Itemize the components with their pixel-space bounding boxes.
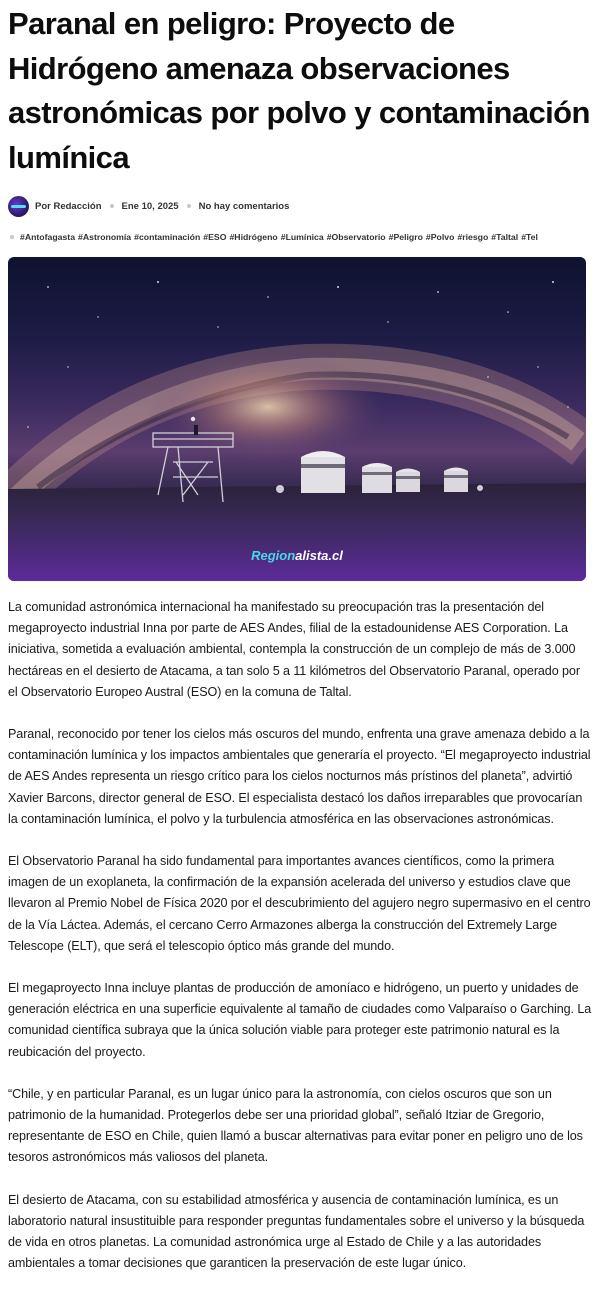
tag-link[interactable]: #contaminación	[134, 232, 201, 242]
article-paragraph: El desierto de Atacama, con su estabilidad atmosférica y ausencia de contaminación lumínica, es un laboratorio natural insustituible para responder preguntas fundamentales sobre el universo y la búsqueda de vida en otros planetas. La comunidad astronómica urge al Estado de Chile y a las autoridades ambientales a tomar decisiones que garanticen la preservación de este lugar único.	[8, 1192, 585, 1271]
comments-link[interactable]: No hay comentarios	[198, 200, 290, 212]
article-headline: Paranal en peligro: Proyecto de Hidrógeno amenaza observaciones astronómicas por polvo y contaminación lumínica	[8, 6, 590, 175]
tag-link[interactable]: #riesgo	[457, 232, 489, 242]
article-paragraph: El Observatorio Paranal ha sido fundamental para importantes avances científicos, como la primera imagen de un exoplaneta, la confirmación de la expansión acelerada del universo y estudios clave que llevaron al Premio Nobel de Física 2020 por el descubrimiento del agujero negro supermasivo en el centro de la Vía Láctea. Además, el cercano Cerro Armazones alberga la construcción del Extremely Large Telescope (ELT), que será el telescopio óptico más grande del mundo.	[8, 854, 591, 953]
featured-image	[8, 257, 586, 581]
author-avatar[interactable]	[8, 196, 29, 217]
tag-link[interactable]: #Observatorio	[326, 232, 386, 242]
article-paragraph: La comunidad astronómica internacional ha manifestado su preocupación tras la presentación del megaproyecto industrial Inna por parte de AES Andes, filial de la estadounidense AES Corporation. La iniciativa, sometida a evaluación ambiental, contempla la construcción de un complejo de más de 3.000 hectáreas en el desierto de Atacama, a tan solo 5 a 11 kilómetros del Observatorio Paranal, operado por el Observatorio Europeo Austral (ESO) en la comuna de Taltal.	[8, 600, 580, 699]
watermark-logo: Regionalista.cl	[251, 548, 343, 563]
tag-link[interactable]: #Astronomía	[78, 232, 132, 242]
meta-separator	[110, 204, 114, 208]
tag-list	[8, 231, 592, 243]
publish-date: Ene 10, 2025	[121, 200, 179, 212]
tag-link[interactable]: #Antofagasta	[20, 232, 76, 242]
author-link[interactable]: Por Redacción	[35, 200, 102, 212]
article-paragraph: “Chile, y en particular Paranal, es un lugar único para la astronomía, con cielos oscuros que son un patrimonio de la humanidad. Protegerlos debe ser una prioridad global”, señaló Itziar de Gregorio, representante de ESO en Chile, quien llamó a buscar alternativas para evitar poner en peligro uno de los tesoros astronómicos más valiosos del planeta.	[8, 1086, 583, 1165]
tag-link[interactable]: #Lumínica	[280, 232, 324, 242]
meta-separator	[187, 204, 191, 208]
article-body	[8, 597, 592, 1274]
tag-link[interactable]: #Polvo	[425, 232, 455, 242]
article-meta	[8, 194, 592, 218]
tag-link[interactable]: #Peligro	[388, 232, 423, 242]
milky-way-observatory-image	[8, 257, 586, 581]
tag-link[interactable]: #Tel	[521, 232, 538, 242]
tag-link[interactable]: #ESO	[203, 232, 227, 242]
tag-link[interactable]: #Taltal	[491, 232, 519, 242]
tag-link[interactable]: #Hidrógeno	[229, 232, 278, 242]
tag-bullet-icon	[10, 235, 14, 239]
article-paragraph: Paranal, reconocido por tener los cielos más oscuros del mundo, enfrenta una grave amenaza debido a la contaminación lumínica y los impactos ambientales que generaría el proyecto. “El megaproyecto industrial de AES Andes representa un riesgo crítico para los cielos nocturnos más prístinos del planeta”, advirtió Xavier Barcons, director general de ESO. El especialista destacó los daños irreparables que provocarían la contaminación lumínica, el polvo y la turbulencia atmosférica en las observaciones astronómicas.	[8, 727, 591, 826]
article-paragraph: El megaproyecto Inna incluye plantas de producción de amoníaco e hidrógeno, un puerto y unidades de generación eléctrica en una superficie equivalente al tamaño de ciudades como Valparaíso o Garching. La comunidad científica subraya que la única solución viable para proteger este patrimonio natural es la reubicación del proyecto.	[8, 981, 592, 1059]
